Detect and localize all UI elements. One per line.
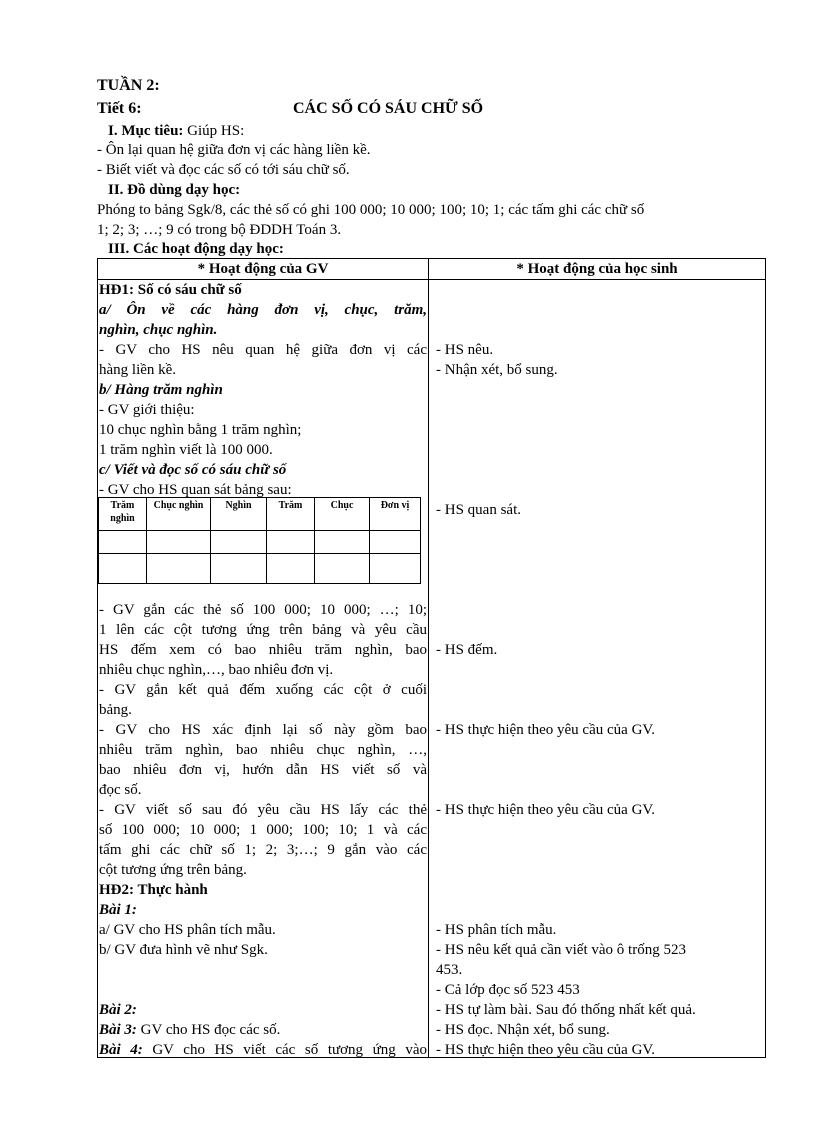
teacher-line: đọc số. [99, 782, 142, 798]
teacher-line: HS đếm xem có bao nhiêu trăm nghìn, bao [99, 642, 427, 658]
teacher-line: nhiêu trăm nghìn, bao nhiêu chục nghìn, …, [99, 742, 427, 758]
teacher-line: 1 lên các cột tương ứng trên bảng và yêu cầu [99, 622, 427, 638]
student-line: - HS đọc. Nhận xét, bổ sung. [436, 1022, 610, 1038]
student-line: - HS đếm. [436, 642, 498, 658]
student-line: - Cả lớp đọc số 523 453 [436, 982, 580, 998]
teacher-line: tấm ghi các chữ số 1; 2; 3;…; 9 gắn vào các [99, 842, 427, 858]
place-value-cell [99, 531, 147, 554]
student-column-header: * Hoạt động của học sinh [429, 259, 766, 280]
lesson-label: Tiết 6: [97, 100, 142, 117]
teacher-line: - GV giới thiệu: [99, 402, 195, 418]
place-value-cell [211, 531, 267, 554]
teacher-line: hàng liền kề. [99, 362, 177, 378]
place-value-header: Chục [315, 498, 370, 531]
place-value-header: Nghìn [211, 498, 267, 531]
place-value-cell [370, 554, 421, 584]
activities-heading: III. Các hoạt động dạy học: [108, 241, 284, 257]
student-line: - HS thực hiện theo yêu cầu của GV. [436, 802, 656, 818]
teacher-line: Bài 3: GV cho HS đọc các số. [99, 1022, 281, 1038]
student-line: - HS thực hiện theo yêu cầu của GV. [436, 722, 656, 738]
lesson-title: CÁC SỐ CÓ SÁU CHỮ SỐ [293, 100, 484, 117]
teacher-line: nghìn, chục nghìn. [99, 322, 218, 338]
student-line: - Nhận xét, bổ sung. [436, 362, 558, 378]
teacher-line: c/ Viết và đọc số có sáu chữ số [99, 462, 287, 478]
place-value-header: Trăm nghìn [99, 498, 147, 531]
teacher-line: số 100 000; 10 000; 1 000; 100; 10; 1 và các [99, 822, 427, 838]
student-line: - HS quan sát. [436, 502, 521, 518]
teacher-line: Bài 1: [99, 902, 137, 918]
teacher-line: a/ Ôn về các hàng đơn vị, chục, trăm, [99, 302, 427, 318]
teacher-line: a/ GV cho HS phân tích mẫu. [99, 922, 276, 938]
place-value-table [98, 497, 421, 584]
teacher-line: nhiêu chục nghìn,…, bao nhiêu đơn vị. [99, 662, 334, 678]
place-value-header: Chục nghìn [147, 498, 211, 531]
objectives-intro: Giúp HS: [183, 123, 245, 139]
teacher-line: - GV gắn các thẻ số 100 000; 10 000; …; 10; [99, 602, 427, 618]
teacher-line: - GV cho HS xác định lại số này gồm bao [99, 722, 427, 738]
student-line: - HS phân tích mẫu. [436, 922, 557, 938]
place-value-header: Đơn vị [370, 498, 421, 531]
week-label: TUẦN 2: [97, 77, 160, 94]
place-value-cell [99, 554, 147, 584]
objective-item: - Biết viết và đọc các số có tới sáu chữ số. [97, 162, 350, 178]
place-value-cell [267, 554, 315, 584]
teacher-line: Bài 4: GV cho HS viết các số tương ứng vào [99, 1042, 427, 1058]
materials-line: Phóng to bảng Sgk/8, các thẻ số có ghi 100 000; 10 000; 100; 10; 1; các tấm ghi các chữ số [97, 202, 645, 218]
student-line: - HS nêu. [436, 342, 494, 358]
teacher-line: bao nhiêu đơn vị, hướn dẫn HS viết số và [99, 762, 427, 778]
objectives-line [108, 121, 244, 141]
teacher-line: HĐ2: Thực hành [99, 882, 208, 898]
place-value-cell [147, 554, 211, 584]
teacher-column [98, 280, 429, 1058]
teacher-line: cột tương ứng trên bảng. [99, 862, 247, 878]
student-line: - HS nêu kết quả cần viết vào ô trống 523 [436, 942, 686, 958]
teacher-line: - GV viết số sau đó yêu cầu HS lấy các thẻ [99, 802, 427, 818]
teacher-line: b/ Hàng trăm nghìn [99, 382, 223, 398]
teacher-line: - GV gắn kết quả đếm xuống các cột ở cuối [99, 682, 427, 698]
student-line: 453. [436, 962, 463, 978]
teacher-line: 1 trăm nghìn viết là 100 000. [99, 442, 273, 458]
place-value-cell [315, 554, 370, 584]
teacher-line: bảng. [99, 702, 132, 718]
objectives-heading: I. Mục tiêu: [108, 123, 184, 139]
place-value-cell [267, 531, 315, 554]
teacher-line: HĐ1: Số có sáu chữ số [99, 282, 242, 298]
materials-heading: II. Đồ dùng dạy học: [108, 182, 241, 198]
teacher-line: Bài 2: [99, 1002, 137, 1018]
place-value-cell [147, 531, 211, 554]
materials-line: 1; 2; 3; …; 9 có trong bộ ĐDDH Toán 3. [97, 222, 342, 238]
teacher-line: b/ GV đưa hình vẽ như Sgk. [99, 942, 268, 958]
student-line: - HS tự làm bài. Sau đó thống nhất kết quả. [436, 1002, 696, 1018]
place-value-cell [315, 531, 370, 554]
teacher-line: 10 chục nghìn bằng 1 trăm nghìn; [99, 422, 302, 438]
activities-table [97, 258, 766, 1058]
place-value-header: Trăm [267, 498, 315, 531]
teacher-line: - GV cho HS nêu quan hệ giữa đơn vị các [99, 342, 427, 358]
student-line: - HS thực hiện theo yêu cầu của GV. [436, 1042, 656, 1058]
student-column [429, 280, 766, 1058]
objective-item: - Ôn lại quan hệ giữa đơn vị các hàng liền kề. [97, 142, 371, 158]
place-value-cell [370, 531, 421, 554]
teacher-column-header: * Hoạt động của GV [98, 259, 429, 280]
place-value-cell [211, 554, 267, 584]
teacher-line: - GV cho HS quan sát bảng sau: [99, 482, 292, 498]
